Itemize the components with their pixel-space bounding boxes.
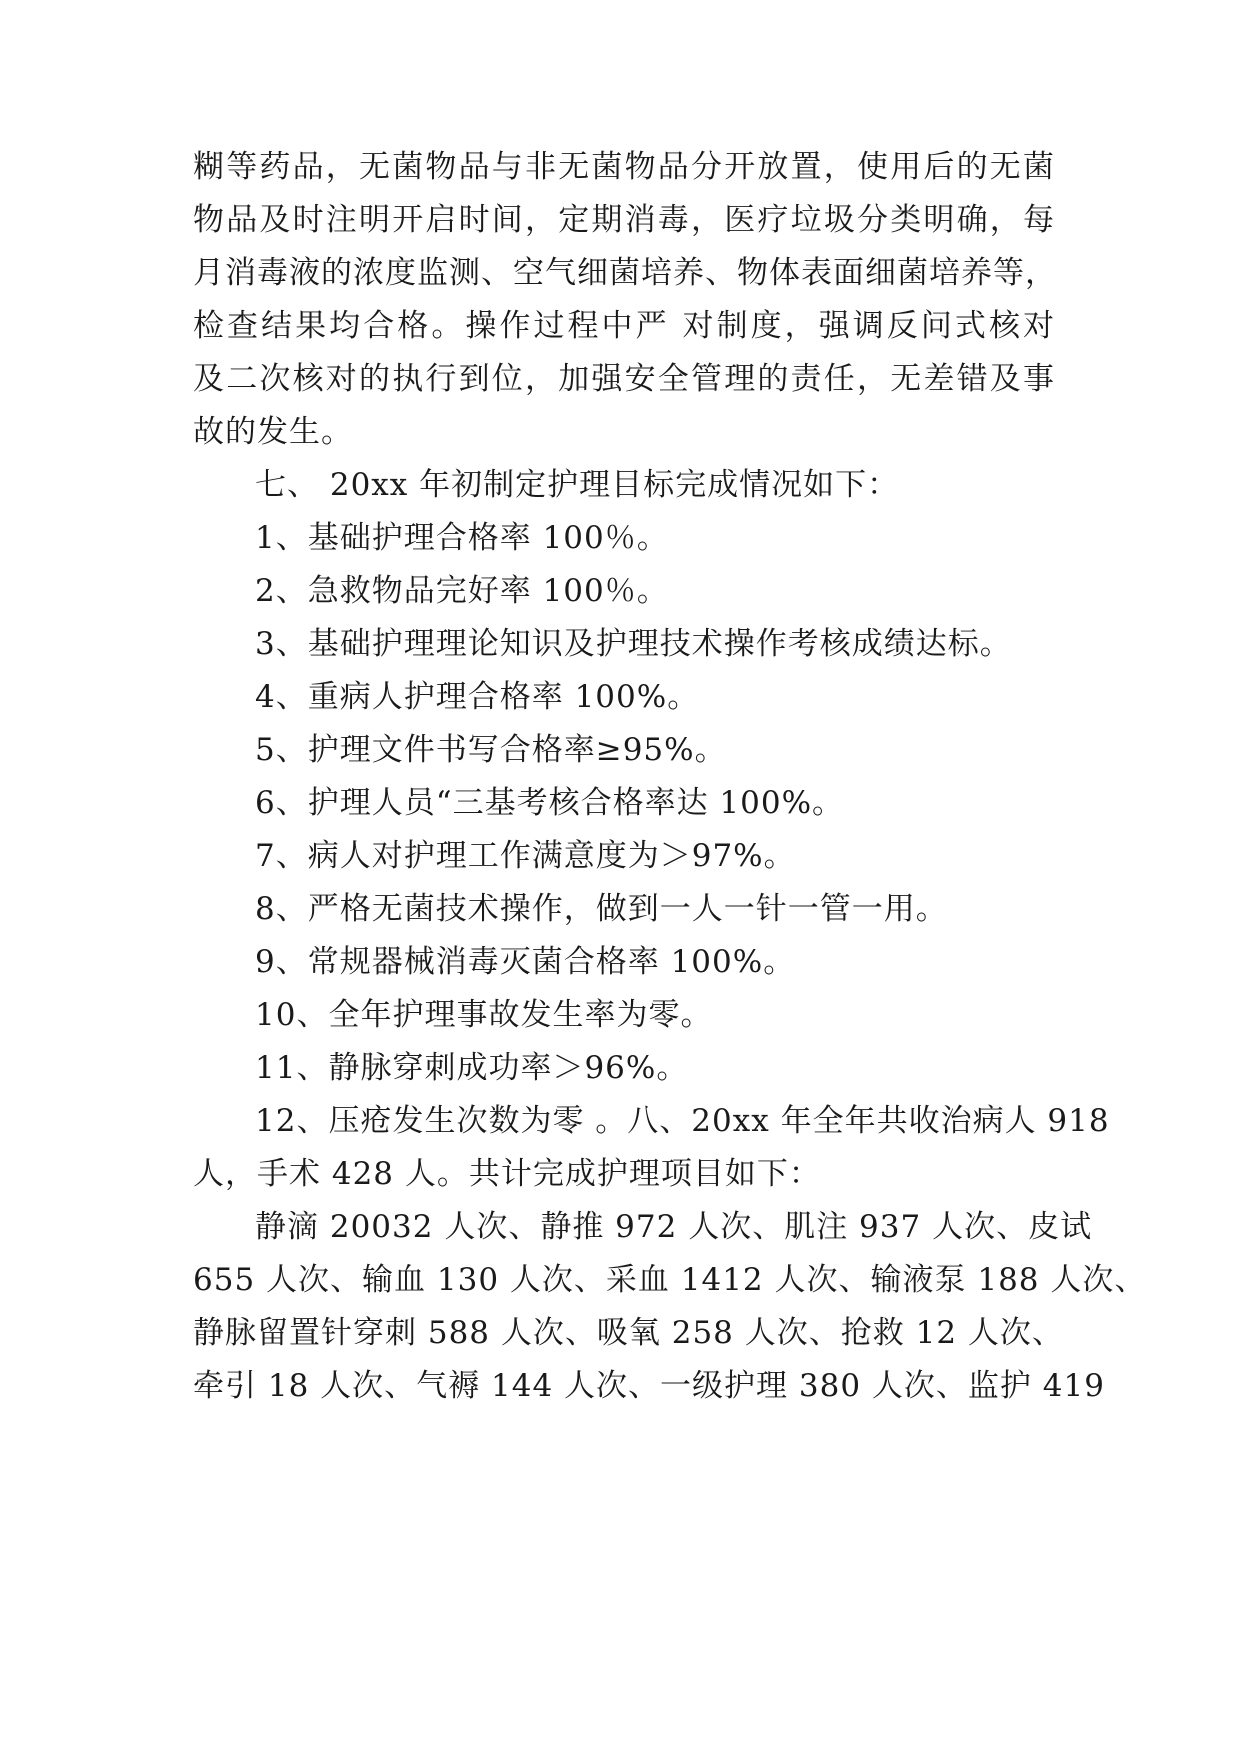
list-item: 10、全年护理事故发生率为零。 [255, 997, 713, 1033]
list-item: 5、护理文件书写合格率≥95%。 [255, 732, 727, 768]
list-item: 6、护理人员“三基考核合格率达 100%。 [255, 785, 845, 821]
paragraph-line: 牵引 18 人次、气褥 144 人次、一级护理 380 人次、监护 419 [193, 1368, 1105, 1404]
paragraph-line: 物品及时注明开启时间，定期消毒，医疗垃圾分类明确，每 [193, 202, 1055, 238]
list-item: 2、急救物品完好率 100％。 [255, 573, 669, 609]
paragraph-line: 静脉留置针穿刺 588 人次、吸氧 258 人次、抢救 12 人次、 [193, 1315, 1064, 1351]
paragraph-line: 故的发生。 [193, 414, 353, 450]
list-item: 11、静脉穿刺成功率＞96%。 [255, 1050, 689, 1086]
list-item: 9、常规器械消毒灭菌合格率 100%。 [255, 944, 796, 980]
list-item: 3、基础护理理论知识及护理技术操作考核成绩达标。 [255, 626, 1012, 662]
paragraph-line: 糊等药品，无菌物品与非无菌物品分开放置，使用后的无菌 [193, 149, 1055, 185]
paragraph-line: 静滴 20032 人次、静推 972 人次、肌注 937 人次、皮试 [255, 1209, 1093, 1245]
list-item: 8、严格无菌技术操作，做到一人一针一管一用。 [255, 891, 948, 927]
list-item: 7、病人对护理工作满意度为＞97%。 [255, 838, 796, 874]
list-item: 1、基础护理合格率 100％。 [255, 520, 669, 556]
section-heading: 七、 20xx 年初制定护理目标完成情况如下： [255, 467, 900, 503]
list-item: 4、重病人护理合格率 100%。 [255, 679, 700, 715]
paragraph-line: 人，手术 428 人。共计完成护理项目如下： [193, 1156, 821, 1192]
paragraph-line: 及二次核对的执行到位，加强安全管理的责任，无差错及事 [193, 361, 1055, 397]
paragraph-line: 655 人次、输血 130 人次、采血 1412 人次、输液泵 188 人次、 [193, 1262, 1147, 1298]
paragraph-line: 检查结果均合格。操作过程中严 对制度，强调反问式核对 [193, 308, 1055, 344]
paragraph-line: 月消毒液的浓度监测、空气细菌培养、物体表面细菌培养等， [193, 255, 1057, 291]
paragraph-line: 12、压疮发生次数为零 。八、20xx 年全年共收治病人 918 [255, 1103, 1110, 1139]
